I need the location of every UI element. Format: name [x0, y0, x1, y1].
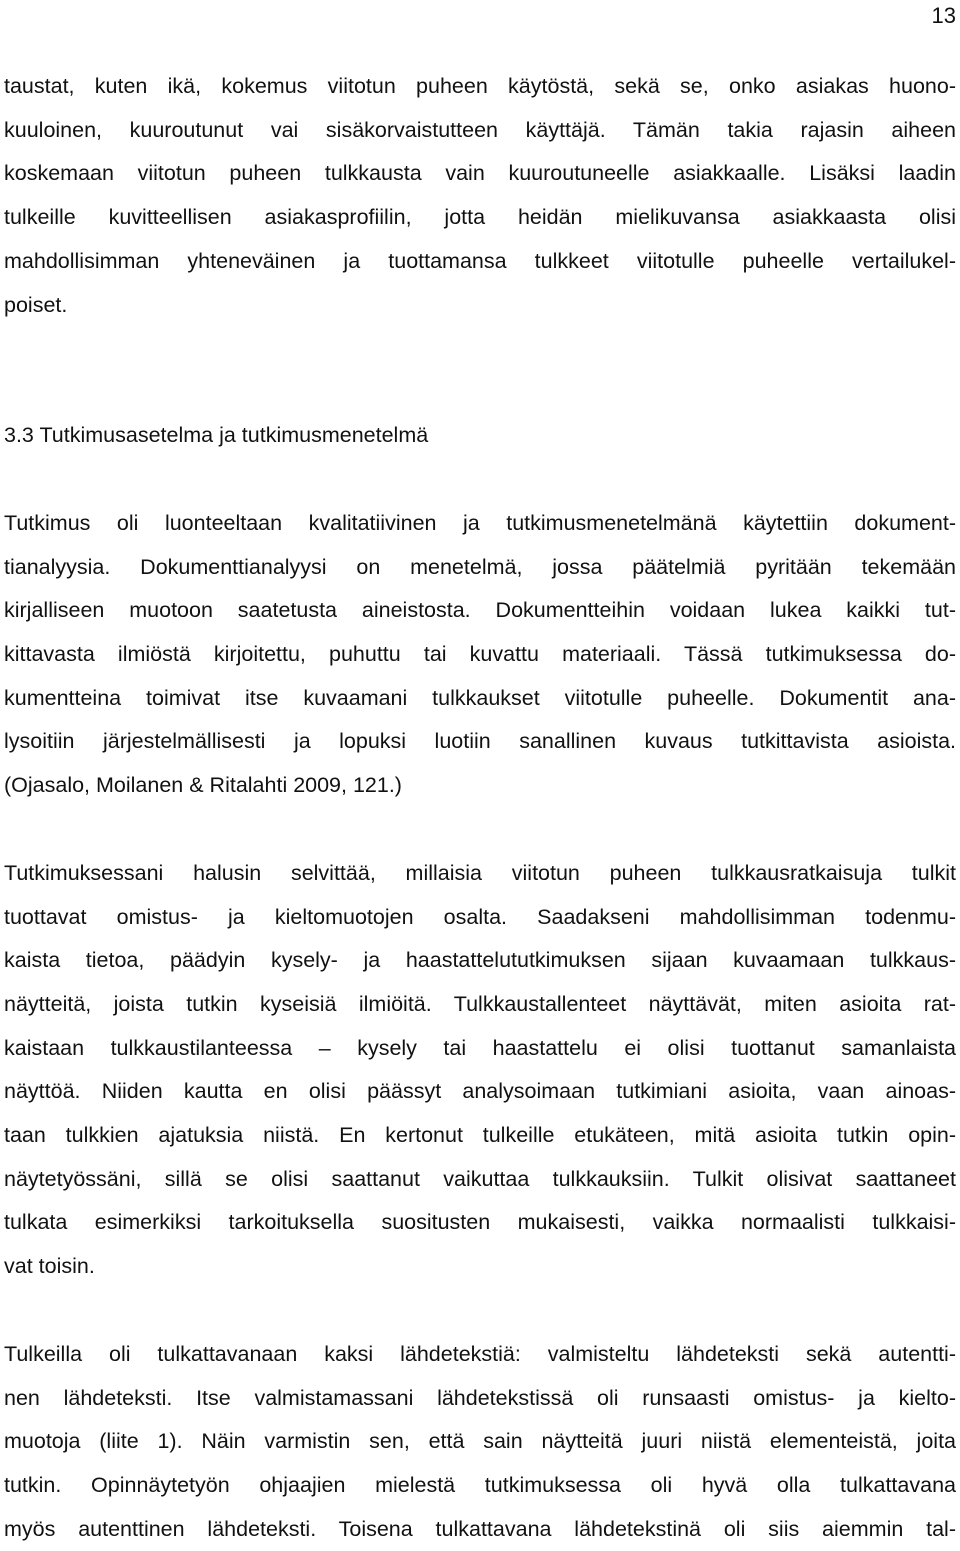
page-content	[4, 65, 956, 1551]
page-number: 13	[931, 3, 956, 28]
text-line: poiset.	[4, 292, 68, 317]
text-line: kaista tietoa, päädyin kysely- ja haastattelututkimuksen sijaan kuvaamaan tulkkaus-	[4, 948, 956, 973]
text-line: muotoja (liite 1). Näin varmistin sen, että sain näytteitä juuri niistä elementeistä, joita	[4, 1429, 956, 1454]
section-heading: 3.3 Tutkimusasetelma ja tutkimusmenetelmä	[4, 423, 429, 448]
text-line: koskemaan viitotun puheen tulkkausta vain kuuroutuneelle asiakkaalle. Lisäksi laadin	[4, 161, 956, 186]
text-line: lysoitiin järjestelmällisesti ja lopuksi luotiin sanallinen kuvaus tutkittavista asioista.	[4, 729, 956, 754]
paragraph-purpose	[4, 852, 956, 1289]
text-line: kumentteina toimivat itse kuvaamani tulkkaukset viitotulle puheelle. Dokumentit ana-	[4, 685, 956, 710]
text-line: kuuloinen, kuuroutunut vai sisäkorvaistutteen käyttäjä. Tämän takia rajasin aiheen	[4, 117, 956, 142]
text-line: kaistaan tulkkaustilanteessa – kysely tai haastattelu ei olisi tuottanut samanlaista	[4, 1035, 956, 1060]
text-line: mahdollisimman yhteneväinen ja tuottamansa tulkkeet viitotulle puheelle vertailukel-	[4, 248, 956, 273]
text-line: Tutkimuksessani halusin selvittää, millaisia viitotun puheen tulkkausratkaisuja tulkit	[4, 860, 956, 885]
text-line: taan tulkkien ajatuksia niistä. En kertonut tulkeille etukäteen, mitä asioita tutkin opin-	[4, 1123, 956, 1148]
text-line: tulkeille kuvitteellisen asiakasprofiilin, jotta heidän mielikuvansa asiakkaasta olisi	[4, 205, 956, 230]
text-line: taustat, kuten ikä, kokemus viitotun puheen käytöstä, sekä se, onko asiakas huono-	[4, 74, 956, 98]
text-line: Tulkeilla oli tulkattavanaan kaksi lähdetekstiä: valmisteltu lähdeteksti sekä autentti-	[4, 1341, 956, 1366]
paragraph-intro	[4, 65, 956, 327]
paragraph-source-texts	[4, 1333, 956, 1551]
text-line: näytteitä, joista tutkin kyseisiä ilmiöitä. Tulkkaustallenteet näyttävät, miten asioita rat-	[4, 991, 956, 1016]
text-line: myös autenttinen lähdeteksti. Toisena tulkattavana lähdetekstinä oli siis aiemmin tal-	[4, 1516, 956, 1541]
text-line: kittavasta ilmiöstä kirjoitettu, puhuttu tai kuvattu materiaali. Tässä tutkimuksessa do-	[4, 642, 956, 667]
text-line: (Ojasalo, Moilanen & Ritalahti 2009, 121.)	[4, 773, 402, 798]
text-line: nen lähdeteksti. Itse valmistamassani lähdetekstissä oli runsaasti omistus- ja kielto-	[4, 1385, 956, 1410]
paragraph-method	[4, 502, 956, 808]
text-line: Tutkimus oli luonteeltaan kvalitatiivinen ja tutkimusmenetelmänä käytettiin dokument-	[4, 510, 956, 535]
text-line: vat toisin.	[4, 1254, 95, 1279]
text-line: näyttöä. Niiden kautta en olisi päässyt analysoimaan tutkimiani asioita, vaan ainoas-	[4, 1079, 956, 1104]
text-line: näytetyössäni, sillä se olisi saattanut vaikuttaa tulkkauksiin. Tulkit olisivat saattaneet	[4, 1166, 956, 1191]
text-line: tulkata esimerkiksi tarkoituksella suositusten mukaisesti, vaikka normaalisti tulkkaisi-	[4, 1210, 956, 1235]
text-line: tianalyysia. Dokumenttianalyysi on menetelmä, jossa päätelmiä pyritään tekemään	[4, 554, 956, 579]
text-line: kirjalliseen muotoon saatetusta aineistosta. Dokumentteihin voidaan lukea kaikki tut-	[4, 598, 956, 623]
text-line: tuottavat omistus- ja kieltomuotojen osalta. Saadakseni mahdollisimman todenmu-	[4, 904, 956, 929]
text-line: tutkin. Opinnäytetyön ohjaajien mielestä tutkimuksessa oli hyvä olla tulkattavana	[4, 1472, 956, 1497]
